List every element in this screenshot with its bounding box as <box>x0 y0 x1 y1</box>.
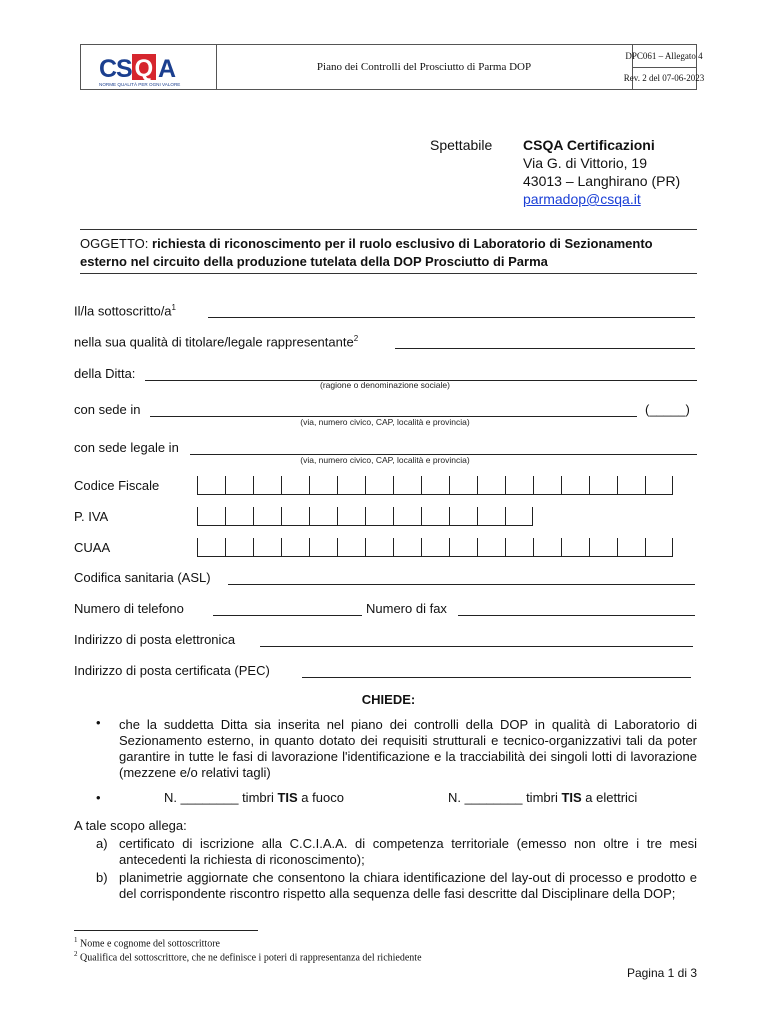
request-heading: CHIEDE: <box>361 692 416 707</box>
footnote-2: $^2$ Qualifica del sottoscrittore, che ne definisce i poteri di rappresentanza del richiedente <box>74 950 422 964</box>
logo-tagline: NORME QUALITÀ PER OGNI VALORE <box>99 82 181 87</box>
legal-seat-label: con sede legale in <box>74 440 179 455</box>
attachment-a: certificato di iscrizione alla C.C.I.A.A. di competenza territoriale (emesso non oltre i tre mesi antecedenti la richiesta di riconoscimento); <box>119 836 697 867</box>
capacity-text: nella sua qualità di titolare/legale rappresentante <box>74 334 354 350</box>
subject-text: richiesta di riconoscimento per il ruolo esclusivo di Laboratorio di Sezionamento esterno nel circuito della produzione tutelata della DOP Prosciutto di Parma <box>80 236 653 269</box>
recipient-street: Via G. di Vittorio, 19 <box>523 155 647 171</box>
page-number: Pagina 1 di 3 <box>626 966 697 980</box>
subject-label: OGGETTO: <box>80 236 149 251</box>
undersigned-field[interactable] <box>208 316 695 318</box>
revision: Rev. 2 del 07-06-2023 <box>623 73 705 83</box>
recipient-name: CSQA Certificazioni <box>523 137 655 153</box>
document-header <box>80 44 705 90</box>
fiscal-code-boxes[interactable] <box>197 476 673 495</box>
footnote-ref-1: 1 <box>171 303 176 312</box>
phone-field[interactable] <box>213 614 362 616</box>
capacity-field[interactable] <box>395 347 695 349</box>
recipient-block <box>523 136 680 208</box>
bullet-dot: • <box>96 790 101 805</box>
recipient-email-link[interactable]: parmadop@csqa.it <box>523 191 641 207</box>
undersigned-text: Il/la sottoscritto/a <box>74 303 172 319</box>
svg-text:A: A <box>158 55 177 83</box>
company-hint: (ragione o denominazione sociale) <box>320 380 450 390</box>
asl-label: Codifica sanitaria (ASL) <box>74 570 211 585</box>
stamp-fire-text: N. ________ timbri TIS a fuoco <box>164 790 344 805</box>
vat-boxes[interactable] <box>197 507 533 526</box>
fiscal-code-label: Codice Fiscale <box>74 478 160 493</box>
footnote-ref-2: 2 <box>353 334 359 343</box>
footnote-separator <box>74 930 258 931</box>
email-field[interactable] <box>260 645 693 647</box>
vat-label: P. IVA <box>74 509 109 524</box>
pec-label: Indirizzo di posta certificata (PEC) <box>74 663 270 678</box>
seat-label: con sede in <box>74 402 141 417</box>
company-label: della Ditta: <box>74 366 136 381</box>
attachments-intro: A tale scopo allega: <box>74 818 187 833</box>
subject-block <box>80 229 697 274</box>
doc-code: DPC061 – Allegato 4 <box>632 45 696 68</box>
request-item-1: che la suddetta Ditta sia inserita nel piano dei controlli della DOP in qualità di Laboratorio di Sezionamento esterno, in quanto dotato dei requisiti strutturali e tecnico-organizzativi tali da poter garantire in tutte le fasi di lavorazione l'identificazione e la tracciabilità dei singoli lotti di lavorazione (mezzene e/o relativi tagli) <box>119 717 697 780</box>
header-title: Piano dei Controlli del Prosciutto di Parma DOP <box>216 45 633 89</box>
pec-field[interactable] <box>302 676 691 678</box>
footnote-1-text: Nome e cognome del sottoscrittore <box>80 938 220 950</box>
cuaa-boxes[interactable] <box>197 538 673 557</box>
recipient-label: Spettabile <box>430 137 493 153</box>
legal-seat-hint: (via, numero civico, CAP, località e provincia) <box>300 455 470 465</box>
capacity-label <box>74 334 358 349</box>
fax-field[interactable] <box>458 614 695 616</box>
footnote-1: $^1$ Nome e cognome del sottoscrittore <box>74 936 220 950</box>
attachment-a-marker: a) <box>96 836 108 851</box>
bullet-dot: • <box>96 715 101 730</box>
csqa-logo-mark <box>81 45 216 89</box>
province-field[interactable]: (_____) <box>645 402 690 417</box>
svg-text:CS: CS <box>99 55 132 83</box>
undersigned-label <box>74 303 176 318</box>
footnote-2-text: Qualifica del sottoscrittore, che ne definisce i poteri di rappresentanza del richiedente <box>80 952 422 964</box>
stamp-electric-text: N. ________ timbri TIS a elettrici <box>448 790 638 805</box>
csqa-logo <box>81 45 217 89</box>
recipient-city: 43013 – Langhirano (PR) <box>523 173 681 189</box>
asl-field[interactable] <box>228 583 695 585</box>
phone-label: Numero di telefono <box>74 601 184 616</box>
cuaa-label: CUAA <box>74 540 111 555</box>
attachment-b-marker: b) <box>96 870 108 885</box>
fax-label: Numero di fax <box>366 601 447 616</box>
email-label: Indirizzo di posta elettronica <box>74 632 236 647</box>
svg-text:Q: Q <box>134 55 154 82</box>
attachment-b: planimetrie aggiornate che consentono la chiara identificazione del lay-out di processo e prodotto e del corrispondente riscontro rispetto alla sequenza delle fasi descritte dal Disciplinare della DOP; <box>119 870 697 901</box>
seat-hint: (via, numero civico, CAP, località e provincia) <box>300 417 470 427</box>
